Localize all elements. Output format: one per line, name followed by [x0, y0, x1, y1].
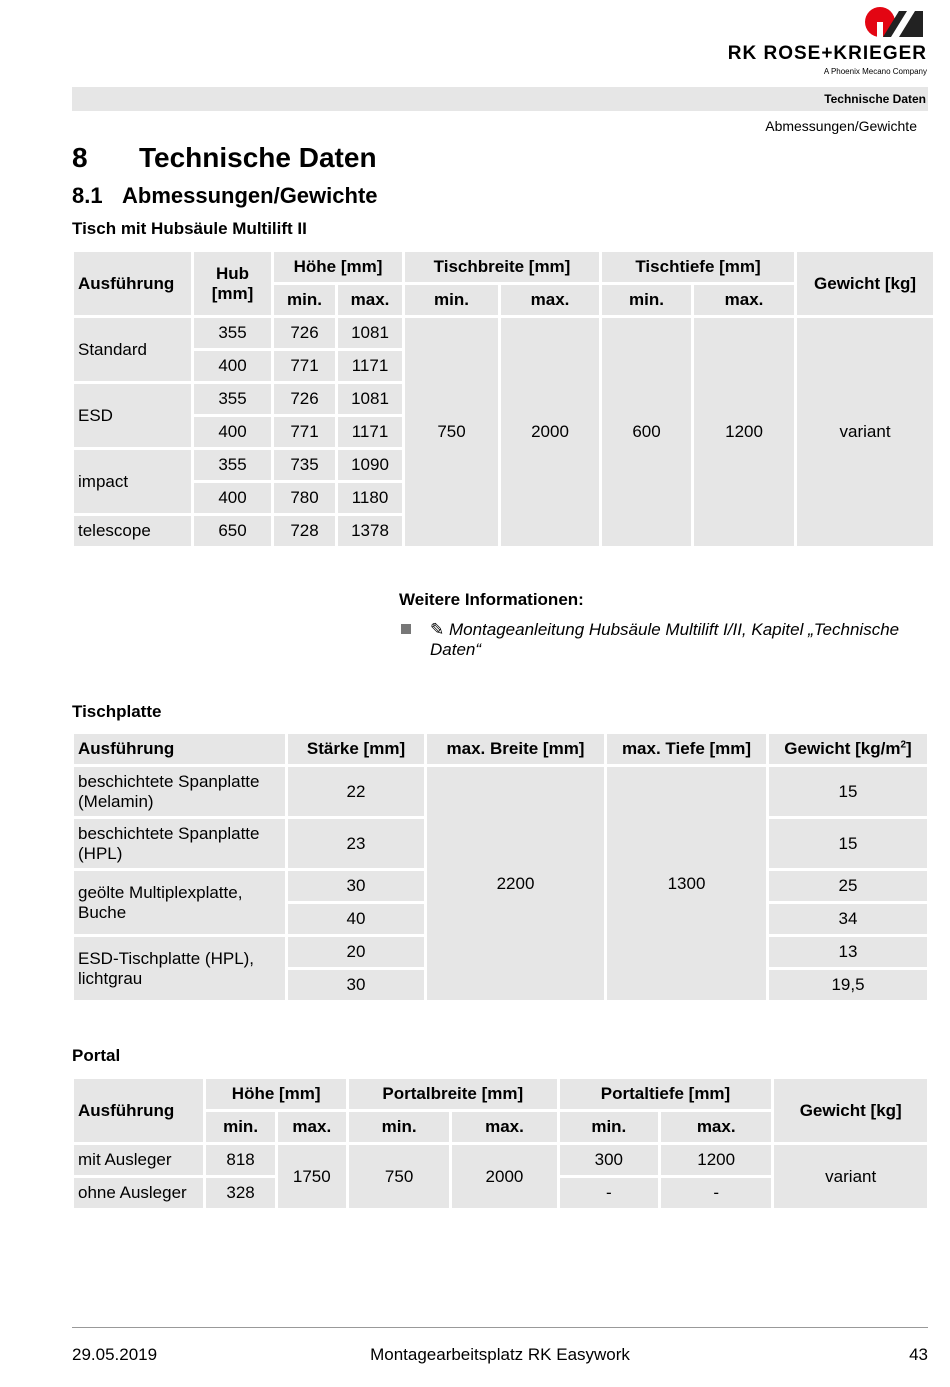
- staerke-cell: 30: [288, 871, 424, 901]
- company-logo: [727, 5, 933, 76]
- hoehe-max-cell: 1378: [338, 516, 402, 546]
- reference-arrow-icon: ✎: [430, 620, 445, 639]
- hoehe-min-cell: 818: [206, 1145, 274, 1175]
- hoehe-max-cell: 1171: [338, 417, 402, 447]
- tischtiefe-max-cell: 1200: [694, 318, 794, 546]
- logo-tagline: A Phoenix Mecano Company: [823, 67, 927, 76]
- hoehe-min-cell: 726: [274, 384, 335, 414]
- variant-name: telescope: [74, 516, 191, 546]
- col-ausfuehrung: Ausführung: [74, 734, 285, 764]
- chapter-heading: [72, 142, 377, 174]
- col-portalbreite: Portalbreite [mm]: [349, 1079, 557, 1109]
- col-hoehe-min: min.: [274, 285, 335, 315]
- hoehe-max-cell: 1090: [338, 450, 402, 480]
- table-row: [74, 318, 933, 348]
- gewicht-cell: 13: [769, 937, 927, 967]
- table-row: [74, 1145, 927, 1175]
- variant-name: ESD: [74, 384, 191, 447]
- tischbreite-min-cell: 750: [405, 318, 498, 546]
- info-reference: [430, 620, 930, 660]
- table1-title: Tisch mit Hubsäule Multilift II: [72, 219, 307, 238]
- portal-name: mit Ausleger: [74, 1145, 203, 1175]
- section-title: Abmessungen/Gewichte: [122, 183, 378, 208]
- col-gewicht: Gewicht [kg]: [774, 1079, 927, 1142]
- bullet-square-icon: [401, 624, 411, 634]
- col-ausfuehrung: Ausführung: [74, 1079, 203, 1142]
- col-gewicht-label: Gewicht [kg/m: [784, 739, 901, 758]
- plate-name: ESD-Tischplatte (HPL), lichtgrau: [74, 937, 285, 1000]
- gewicht-cell: variant: [797, 318, 933, 546]
- header-section: Technische Daten: [824, 92, 926, 106]
- tischplatte-table: [71, 731, 930, 1003]
- gewicht-cell: 15: [769, 819, 927, 868]
- col-breite-min: min.: [349, 1112, 449, 1142]
- gewicht-cell: 25: [769, 871, 927, 901]
- page-number: 43: [909, 1345, 928, 1364]
- hub-cell: 355: [194, 450, 271, 480]
- hub-cell: 355: [194, 318, 271, 348]
- max-tiefe-cell: 1300: [607, 767, 766, 1000]
- table3-title: Portal: [72, 1046, 121, 1065]
- tiefe-max-cell: -: [661, 1178, 771, 1208]
- col-ausfuehrung: Ausführung: [74, 252, 191, 315]
- hoehe-min-cell: 780: [274, 483, 335, 513]
- staerke-cell: 40: [288, 904, 424, 934]
- col-hoehe-max: max.: [278, 1112, 346, 1142]
- plate-name: beschichtete Spanplatte (Melamin): [74, 767, 285, 816]
- gewicht-cell: 19,5: [769, 970, 927, 1000]
- portal-table: [71, 1076, 930, 1211]
- section-heading: [72, 183, 378, 209]
- hoehe-max-cell: 1750: [278, 1145, 346, 1208]
- hoehe-min-cell: 728: [274, 516, 335, 546]
- hoehe-min-cell: 726: [274, 318, 335, 348]
- section-header-bar: [72, 87, 928, 111]
- col-hoehe-min: min.: [206, 1112, 274, 1142]
- col-staerke: Stärke [mm]: [288, 734, 424, 764]
- tischbreite-max-cell: 2000: [501, 318, 599, 546]
- col-tiefe-max: max.: [694, 285, 794, 315]
- table2-title: Tischplatte: [72, 702, 162, 721]
- gewicht-cell: 34: [769, 904, 927, 934]
- multilift-table: [71, 249, 936, 549]
- hoehe-min-cell: 735: [274, 450, 335, 480]
- plate-name: beschichtete Spanplatte (HPL): [74, 819, 285, 868]
- hoehe-min-cell: 328: [206, 1178, 274, 1208]
- hoehe-max-cell: 1171: [338, 351, 402, 381]
- variant-name: Standard: [74, 318, 191, 381]
- col-max-breite: max. Breite [mm]: [427, 734, 604, 764]
- col-tischbreite: Tischbreite [mm]: [405, 252, 599, 282]
- logo-wordmark: RK ROSE+KRIEGER: [727, 43, 927, 64]
- col-tiefe-min: min.: [602, 285, 691, 315]
- breite-min-cell: 750: [349, 1145, 449, 1208]
- header-subsection: Abmessungen/Gewichte: [765, 118, 917, 134]
- col-gewicht: Gewicht [kg]: [797, 252, 933, 315]
- staerke-cell: 20: [288, 937, 424, 967]
- col-breite-max: max.: [452, 1112, 556, 1142]
- hub-cell: 400: [194, 351, 271, 381]
- chapter-title: Technische Daten: [139, 142, 377, 173]
- col-tiefe-max: max.: [661, 1112, 771, 1142]
- col-tischtiefe: Tischtiefe [mm]: [602, 252, 794, 282]
- gewicht-cell: variant: [774, 1145, 927, 1208]
- col-tiefe-min: min.: [560, 1112, 658, 1142]
- col-max-tiefe: max. Tiefe [mm]: [607, 734, 766, 764]
- col-gewicht-sup: 2: [900, 739, 907, 751]
- staerke-cell: 23: [288, 819, 424, 868]
- tischtiefe-min-cell: 600: [602, 318, 691, 546]
- tiefe-min-cell: -: [560, 1178, 658, 1208]
- hoehe-max-cell: 1081: [338, 318, 402, 348]
- gewicht-cell: 15: [769, 767, 927, 816]
- chapter-number: 8: [72, 142, 88, 173]
- col-hub: Hub [mm]: [194, 252, 271, 315]
- hub-cell: 400: [194, 417, 271, 447]
- table-row: [74, 767, 927, 816]
- tiefe-min-cell: 300: [560, 1145, 658, 1175]
- hoehe-min-cell: 771: [274, 417, 335, 447]
- hoehe-max-cell: 1081: [338, 384, 402, 414]
- staerke-cell: 22: [288, 767, 424, 816]
- staerke-cell: 30: [288, 970, 424, 1000]
- hoehe-max-cell: 1180: [338, 483, 402, 513]
- plate-name: geölte Multiplexplatte, Buche: [74, 871, 285, 934]
- breite-max-cell: 2000: [452, 1145, 556, 1208]
- variant-name: impact: [74, 450, 191, 513]
- hub-cell: 355: [194, 384, 271, 414]
- col-breite-min: min.: [405, 285, 498, 315]
- footer-divider: [72, 1327, 928, 1328]
- tiefe-max-cell: 1200: [661, 1145, 771, 1175]
- col-gewicht-end: ]: [906, 739, 912, 758]
- hub-cell: 650: [194, 516, 271, 546]
- col-portaltiefe: Portaltiefe [mm]: [560, 1079, 772, 1109]
- max-breite-cell: 2200: [427, 767, 604, 1000]
- col-hoehe: Höhe [mm]: [206, 1079, 345, 1109]
- hub-cell: 400: [194, 483, 271, 513]
- col-hoehe-max: max.: [338, 285, 402, 315]
- section-number: 8.1: [72, 183, 103, 208]
- col-gewicht: [769, 734, 927, 764]
- rk-logo-icon: [863, 5, 927, 39]
- footer-date: 29.05.2019: [72, 1345, 158, 1364]
- col-breite-max: max.: [501, 285, 599, 315]
- portal-name: ohne Ausleger: [74, 1178, 203, 1208]
- info-reference-text: Montageanleitung Hubsäule Multilift I/II, Kapitel „Technische Daten“: [430, 620, 900, 659]
- info-title: Weitere Informationen:: [399, 590, 584, 609]
- col-hoehe: Höhe [mm]: [274, 252, 402, 282]
- footer-title: Montagearbeitsplatz RK Easywork: [370, 1345, 630, 1364]
- hoehe-min-cell: 771: [274, 351, 335, 381]
